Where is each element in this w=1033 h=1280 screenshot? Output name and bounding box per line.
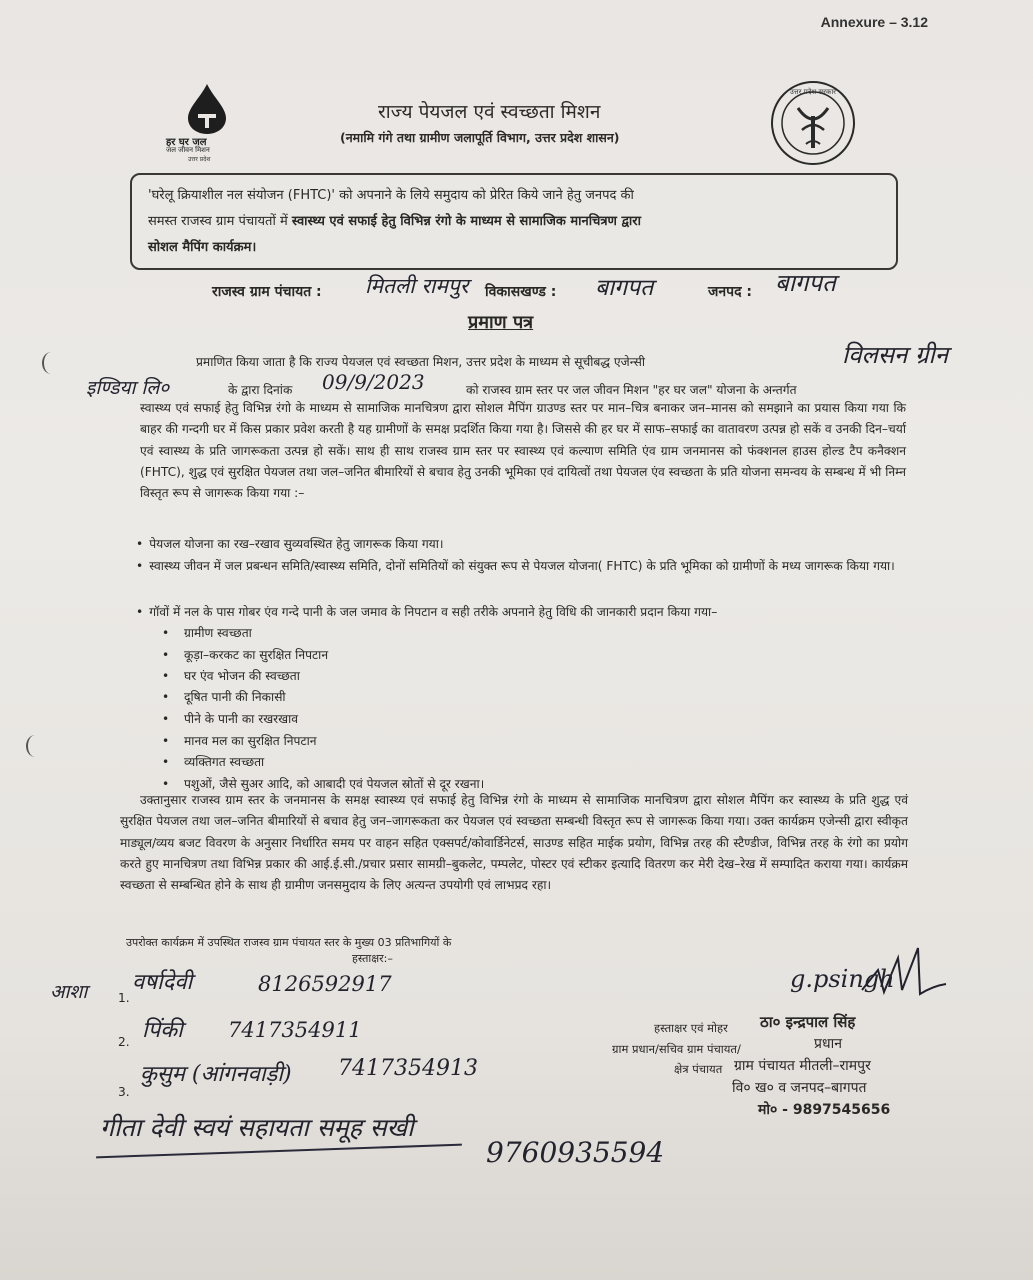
logo-text: हर घर जल [166, 137, 207, 148]
participant-number: 2. [118, 1035, 130, 1049]
sub-list-item: • मानव मल का सुरक्षित निपटान [162, 734, 317, 748]
punch-hole-mark [42, 352, 60, 374]
har-ghar-jal-logo [162, 82, 252, 164]
pradhan-signature: g.psingh [790, 965, 895, 993]
up-government-emblem [768, 80, 858, 166]
sub-list-text: कूड़ा–करकट का सुरक्षित निपटान [184, 648, 329, 662]
participant-phone: 8126592917 [258, 972, 392, 996]
participant-phone: 7417354913 [338, 1056, 478, 1081]
date-handwritten: 09/9/2023 [322, 370, 425, 394]
stamp-phone: मो० - 9897545656 [758, 1102, 891, 1118]
emblem-caption: उत्तर प्रदेश सरकार [789, 88, 837, 96]
sub-list-item: • पशुओं, जैसे सुअर आदि, को आबादी एवं पेयजल स्रोतों से दूर रखना। [162, 777, 485, 791]
panchayat-value: मितली रामपुर [365, 274, 469, 298]
participant-signature: वर्षादेवी [132, 970, 193, 995]
panchayat-label: राजस्व ग्राम पंचायत : [212, 284, 322, 300]
subject-line-bold: स्वास्थ्य एवं सफाई हेतु विभिन्न रंगो के माध्यम से सामाजिक मानचित्रण द्वारा [291, 214, 641, 229]
stamp-name: ठा० इन्द्रपाल सिंह [760, 1013, 856, 1031]
sub-list-text: घर एंव भोजन की स्वच्छता [184, 669, 300, 683]
certificate-line: के द्वारा दिनांक [228, 383, 293, 397]
participants-intro: हस्ताक्षर:– [352, 952, 393, 965]
logo-text: जल जीवन मिशन [166, 146, 210, 154]
sub-list-item: • दूषित पानी की निकासी [162, 690, 286, 704]
punch-hole-mark [26, 735, 44, 757]
role-label: क्षेत्र पंचायत [674, 1062, 723, 1076]
participants-intro: उपरोक्त कार्यक्रम में उपस्थित राजस्व ग्राम पंचायत स्तर के मुख्य 03 प्रतिभागियों के [126, 936, 452, 949]
sub-list-item: • व्यक्तिगत स्वच्छता [162, 755, 265, 769]
subject-line: 'घरेलू क्रियाशील नल संयोजन (FHTC)' को अपनाने के लिये समुदाय को प्रेरित किये जाने हेतु जनपद की [148, 188, 634, 203]
sign-label: हस्ताक्षर एवं मोहर [654, 1021, 728, 1035]
subject-text [148, 183, 894, 261]
participant-number: 3. [118, 1085, 130, 1099]
certificate-heading: प्रमाण पत्र [468, 312, 534, 333]
bullet-item: • पेयजल योजना का रख–रखाव सुव्यवस्थित हेतु जागरूक किया गया। [136, 534, 444, 555]
sub-list-text: ग्रामीण स्वच्छता [184, 626, 252, 640]
sub-list-item: • पीने के पानी का रखरखाव [162, 712, 299, 726]
agency-name-handwritten: इण्डिया लि० [86, 377, 170, 399]
sub-list-item: • ग्रामीण स्वच्छता [162, 626, 252, 640]
annexure-number: Annexure – 3.12 [820, 14, 928, 30]
extra-participant-signature: गीता देवी स्वयं सहायता समूह सखी [100, 1113, 414, 1142]
signature-stroke [858, 940, 948, 1010]
sub-list-item: • कूड़ा–करकट का सुरक्षित निपटान [162, 648, 329, 662]
mission-title: राज्य पेयजल एवं स्वच्छता मिशन [378, 101, 601, 123]
sub-list-item: • घर एंव भोजन की स्वच्छता [162, 669, 300, 683]
sub-list-text: पशुओं, जैसे सुअर आदि, को आबादी एवं पेयजल स्रोतों से दूर रखना। [184, 777, 485, 791]
stamp-village: ग्राम पंचायत मीतली–रामपुर [734, 1058, 871, 1074]
certificate-body: स्वास्थ्य एवं सफाई हेतु विभिन्न रंगो के माध्यम से सामाजिक मानचित्रण द्वारा सोशल मैपिंग ग्राउण्ड स्तर पर मान–चित्र बनाकर जन–मानस को समझाने का प्रयास किया गया कि बाहर की गन्दगी घर में किस प्रकार प्रवेश करती है यह ग्रामीणों के समक्ष प्रदर्शित किया गया है। जिससे की हर घर में साफ–सफाई का वातावरण उत्पन्न हो सकें व उनकी दिन–चर्या एवं स्वास्थ्य के प्रति जागरूकता उत्पन्न हो सकें। साथ ही साथ राजस्व ग्राम स्तर पर स्वास्थ्य एवं कल्याण समिति एंव ग्राम जनमानस को फंक्शनल हाउस होल्ड टैप कनैक्शन (FHTC), शुद्ध एवं सुरक्षित पेयजल तथा जल–जनित बीमारियों से बचाव हेतु उनकी भूमिका एवं दायित्वों तथा पेयजल एंव स्वच्छता के प्रति योजना समन्वय के सम्बन्ध में भी निम्न विस्तृत रूप से जागरूक किया गया :– [140, 401, 906, 501]
stamp-title: प्रधान [814, 1036, 842, 1052]
role-label: ग्राम प्रधान/सचिव ग्राम पंचायत/ [612, 1042, 741, 1056]
participant-signature: कुसुम (आंगनवाड़ी) [140, 1062, 292, 1087]
certificate-line: को राजस्व ग्राम स्तर पर जल जीवन मिशन "हर घर जल" योजना के अन्तर्गत [466, 383, 797, 397]
certificate-line: प्रमाणित किया जाता है कि राज्य पेयजल एवं स्वच्छता मिशन, उत्तर प्रदेश के माध्यम से सूचीबद्ध एजेन्सी [196, 355, 646, 369]
subject-line [148, 209, 894, 235]
signature-underline [96, 1144, 462, 1159]
district-value: बागपत [775, 269, 836, 297]
stamp-block: वि० ख० व जनपद–बागपत [732, 1080, 867, 1096]
subject-line-plain: समस्त राजस्व ग्राम पंचायतों में [148, 214, 292, 229]
subject-line: सोशल मैपिंग कार्यक्रम। [148, 240, 257, 255]
bullet-item: • स्वास्थ्य जीवन में जल प्रबन्धन समिति/स्वास्थ्य समिति, दोनों समितियों को संयुक्त रूप से पेयजल योजना( FHTC) के प्रति भूमिका को ग्रामीणों के मध्य जागरूक किया गया। [136, 556, 906, 577]
sub-list-text: दूषित पानी की निकासी [184, 690, 286, 704]
water-drop-icon [162, 82, 252, 134]
sub-list-text: पीने के पानी का रखरखाव [184, 712, 299, 726]
mission-subtitle: (नमामि गंगे तथा ग्रामीण जलापूर्ति विभाग, उत्तर प्रदेश शासन) [340, 130, 620, 145]
participant-phone: 7417354911 [228, 1018, 362, 1042]
participant-signature: पिंकी [142, 1018, 183, 1043]
participant-number: 1. [118, 991, 130, 1005]
block-label: विकासखण्ड : [485, 284, 557, 300]
sub-list-text: व्यक्तिगत स्वच्छता [184, 755, 265, 769]
logo-text: उत्तर प्रदेश [188, 156, 211, 163]
block-value: बागपत [595, 275, 654, 301]
closing-paragraph: उक्तानुसार राजस्व ग्राम स्तर के जनमानस के समक्ष स्वास्थ्य एवं सफाई हेतु विभिन्न रंगो के माध्यम से सामाजिक मानचित्रण द्वारा सोशल मैपिंग कर स्वास्थ्य के प्रति शुद्ध एवं सुरक्षित पेयजल तथा जल–जनित बीमारियों से बचाव हेतु जन–जागरूकता कर पेयजल एवं स्वच्छता सम्बन्धी विस्तृत रूप से जागरूक किया गया। उक्त कार्यक्रम एजेन्सी द्वारा स्वीकृत माड्यूल/व्यय बजट विवरण के अनुसार निर्धारित समय पर वाहन सहित एक्सपर्ट/कोवार्डिनेटर्स, साउण्ड सहित माईक प्रयोग, विभिन्न तरह की स्टैण्डीज, विभिन्न तरह के रंगो का प्रयोग करते हुए मानचित्रण तथा विभिन्न प्रकार की आई.ई.सी./प्रचार प्रसार सामग्री–बुकलेट, पम्पलेट, पोस्टर एवं स्टीकर इत्यादि वितरण कर मेरी देख–रेख में सम्पादित कराया गया। कार्यक्रम स्वच्छता से सम्बन्धित होने के साथ ही ग्रामीण जनसमुदाय के लिए अत्यन्त उपयोगी एवं लाभप्रद रहा। [120, 793, 908, 893]
agency-name-handwritten: विलसन ग्रीन [842, 341, 949, 369]
extra-participant-phone: 9760935594 [486, 1136, 665, 1169]
sub-list-text: मानव मल का सुरक्षित निपटान [184, 734, 317, 748]
participant-prefix: आशा [50, 981, 88, 1003]
district-label: जनपद : [708, 284, 753, 300]
bullet-item: • गॉवों में नल के पास गोबर एंव गन्दे पानी के जल जमाव के निपटान व सही तरीके अपनाने हेतु विधि की जानकारी प्रदान किया गया– [136, 602, 717, 623]
